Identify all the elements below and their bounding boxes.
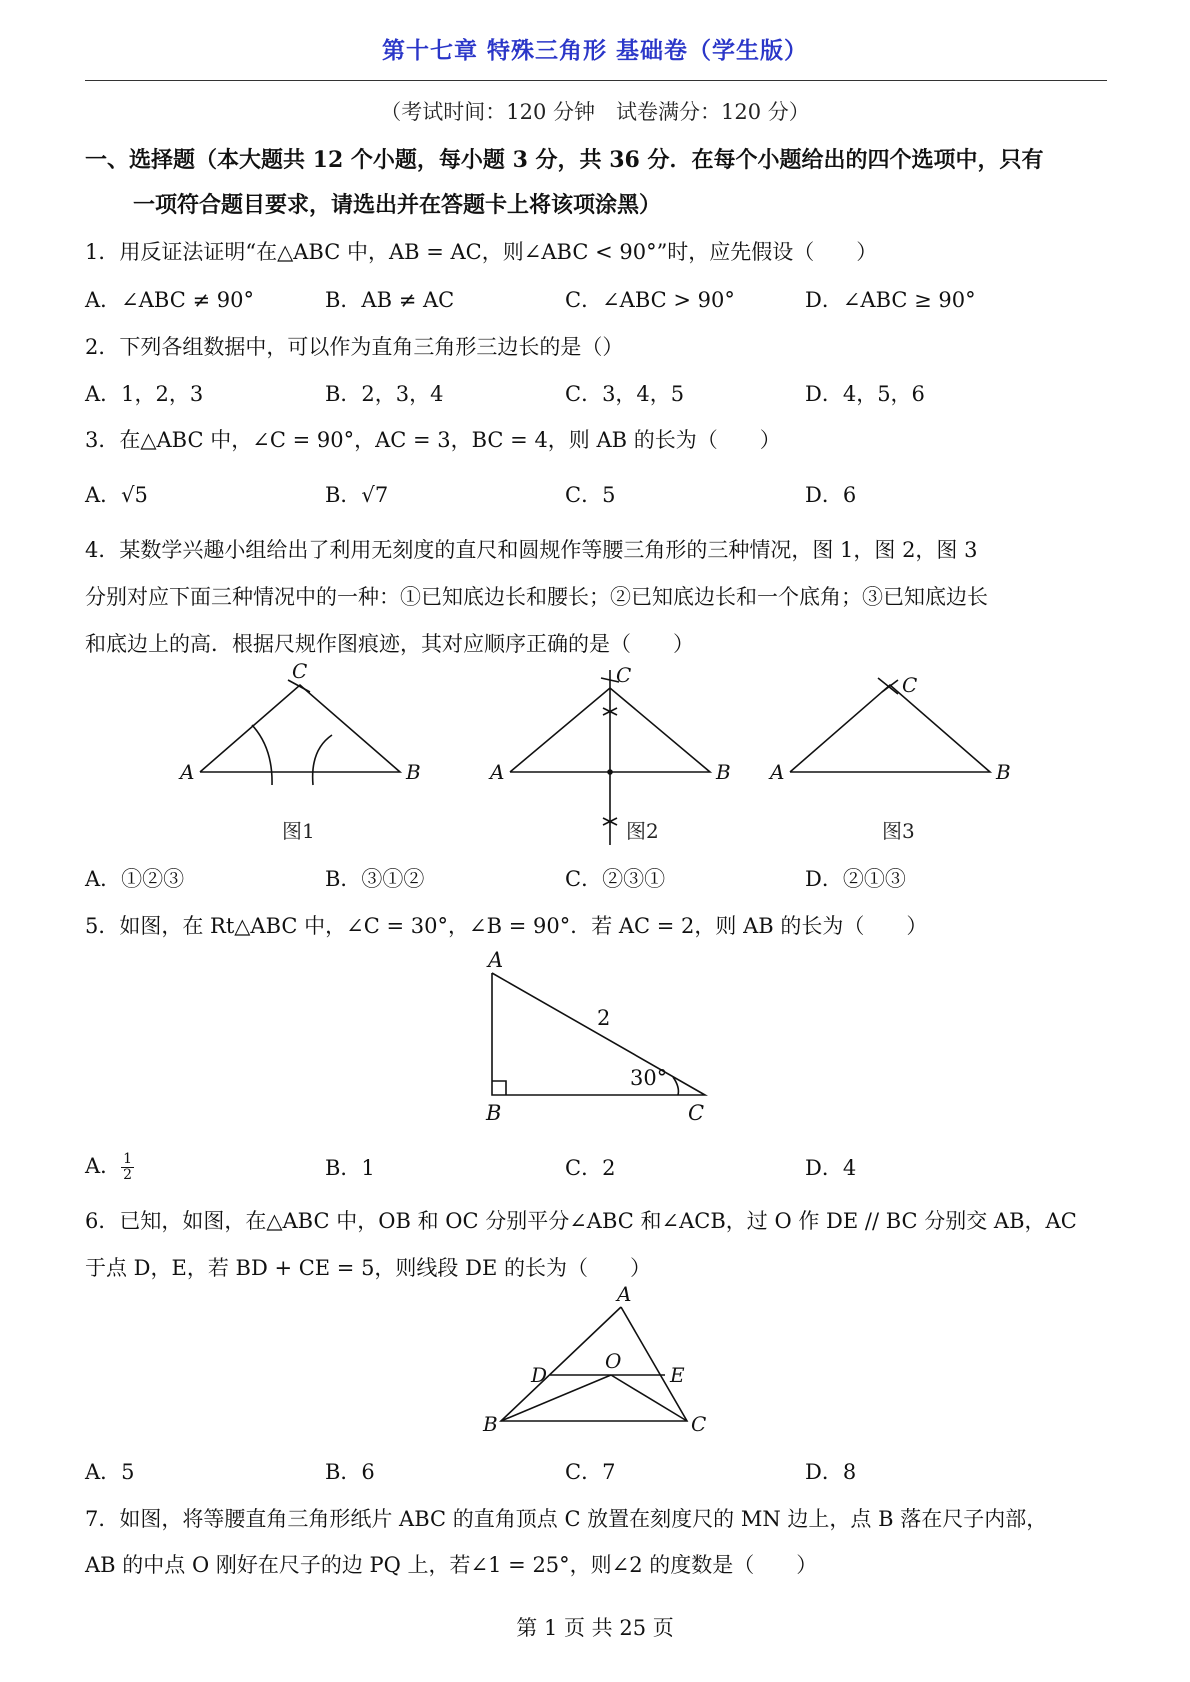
- fig3-label-c: C: [902, 673, 918, 697]
- q1-option-c: C．∠ABC > 90°: [565, 288, 735, 312]
- fraction-one-half: [121, 1152, 134, 1183]
- q3-option-d: D．6: [805, 483, 857, 507]
- q4-figures: [170, 660, 1030, 855]
- q1-option-a: A．∠ABC ≠ 90°: [85, 288, 254, 312]
- q2-option-a: A．1，2，3: [85, 382, 204, 406]
- q4-option-d: D．②①③: [805, 867, 906, 891]
- section-heading-line1: 一、选择题（本大题共 12 个小题，每小题 3 分，共 36 分．在每个小题给出的四个选项中，只有: [85, 147, 1044, 173]
- exam-info: （考试时间：120 分钟 试卷满分：120 分）: [380, 100, 810, 124]
- q7-stem-line2: AB 的中点 O 刚好在尺子的边 PQ 上，若∠1 = 25°，则∠2 的度数是（ ）: [85, 1553, 818, 1577]
- q4-stem-line1: 4．某数学兴趣小组给出了利用无刻度的直尺和圆规作等腰三角形的三种情况，图 1，图 2，图 3: [85, 538, 978, 562]
- q1-option-d: D．∠ABC ≥ 90°: [805, 288, 976, 312]
- q3-option-a: A．√5: [85, 483, 148, 507]
- q6-option-b: B．6: [325, 1460, 375, 1484]
- q6-label-a: A: [617, 1285, 632, 1306]
- q6-option-d: D．8: [805, 1460, 857, 1484]
- q3-stem: 3．在△ABC 中，∠C = 90°，AC = 3，BC = 4，则 AB 的长为（ ）: [85, 428, 781, 452]
- fig1-label-c: C: [292, 660, 308, 683]
- q2-option-b: B．2，3，4: [325, 382, 444, 406]
- fig1-label-b: B: [406, 760, 421, 784]
- q5-side-label: 2: [597, 1006, 611, 1030]
- q6-label-e: E: [670, 1363, 685, 1387]
- q3-option-b: B．√7: [325, 483, 389, 507]
- q6-label-d: D: [531, 1363, 548, 1387]
- q6-stem-line2: 于点 D，E，若 BD + CE = 5，则线段 DE 的长为（ ）: [85, 1256, 651, 1280]
- page-footer: 第 1 页 共 25 页: [516, 1616, 674, 1640]
- q6-stem-line1: 6．已知，如图，在△ABC 中，OB 和 OC 分别平分∠ABC 和∠ACB，过 O 作 DE // BC 分别交 AB，AC: [85, 1209, 1077, 1233]
- q5-option-c: C．2: [565, 1156, 616, 1180]
- q4-stem-line2: 分别对应下面三种情况中的一种：①已知底边长和腰长；②已知底边长和一个底角；③已知底边长: [85, 585, 988, 609]
- q5-label-b: B: [486, 1101, 502, 1125]
- q6-option-a: A．5: [85, 1460, 135, 1484]
- fig3-label-b: B: [996, 760, 1011, 784]
- q5-option-a: [85, 1150, 134, 1183]
- fig3-caption: 图3: [882, 819, 915, 843]
- q2-stem: 2．下列各组数据中，可以作为直角三角形三边长的是（）: [85, 335, 624, 359]
- q6-option-c: C．7: [565, 1460, 616, 1484]
- q6-label-o: O: [605, 1349, 622, 1373]
- q4-stem-line3: 和底边上的高．根据尺规作图痕迹，其对应顺序正确的是（ ）: [85, 632, 694, 656]
- q4-option-a: A．①②③: [85, 867, 185, 891]
- q5-label-a: A: [488, 948, 504, 972]
- q5-option-d: D．4: [805, 1156, 857, 1180]
- q6-figure: [475, 1285, 725, 1440]
- q5-label-c: C: [688, 1101, 705, 1125]
- section-heading-line2: 一项符合题目要求，请选出并在答题卡上将该项涂黑）: [133, 192, 662, 218]
- q4-option-b: B．③①②: [325, 867, 425, 891]
- q5-option-b: B．1: [325, 1156, 375, 1180]
- q4-option-c: C．②③①: [565, 867, 666, 891]
- fig2-caption: 图2: [626, 819, 659, 843]
- q1-option-b: B．AB ≠ AC: [325, 288, 455, 312]
- fraction-numerator: 1: [123, 1151, 133, 1167]
- q2-option-c: C．3，4，5: [565, 382, 685, 406]
- q4-figure-3: [790, 678, 990, 772]
- q5-option-a-prefix: A．: [85, 1154, 122, 1178]
- q4-figure-1: [200, 680, 400, 785]
- q6-label-b: B: [483, 1412, 498, 1436]
- fig2-label-c: C: [616, 663, 632, 687]
- q5-angle-label: 30°: [630, 1066, 668, 1090]
- fig2-label-a: A: [490, 760, 505, 784]
- fig1-caption: 图1: [282, 819, 315, 843]
- fraction-denominator: 2: [123, 1167, 133, 1183]
- q3-option-c: C．5: [565, 483, 616, 507]
- page-title: 第十七章 特殊三角形 基础卷（学生版）: [381, 37, 808, 64]
- q7-stem-line1: 7．如图，将等腰直角三角形纸片 ABC 的直角顶点 C 放置在刻度尺的 MN 边上，点 B 落在尺子内部，: [85, 1507, 1048, 1531]
- fig3-label-a: A: [770, 760, 785, 784]
- q1-stem: 1．用反证法证明“在△ABC 中，AB = AC，则∠ABC < 90°”时，应先假设（ ）: [85, 240, 878, 264]
- q5-figure: [470, 945, 720, 1130]
- fig1-label-a: A: [180, 760, 195, 784]
- header-divider: [85, 80, 1107, 81]
- q2-option-d: D．4，5，6: [805, 382, 925, 406]
- q4-figure-2: [510, 670, 710, 845]
- q6-label-c: C: [691, 1412, 707, 1436]
- q5-stem: 5．如图，在 Rt△ABC 中，∠C = 30°，∠B = 90°．若 AC = 2，则 AB 的长为（ ）: [85, 914, 928, 938]
- fig2-label-b: B: [716, 760, 731, 784]
